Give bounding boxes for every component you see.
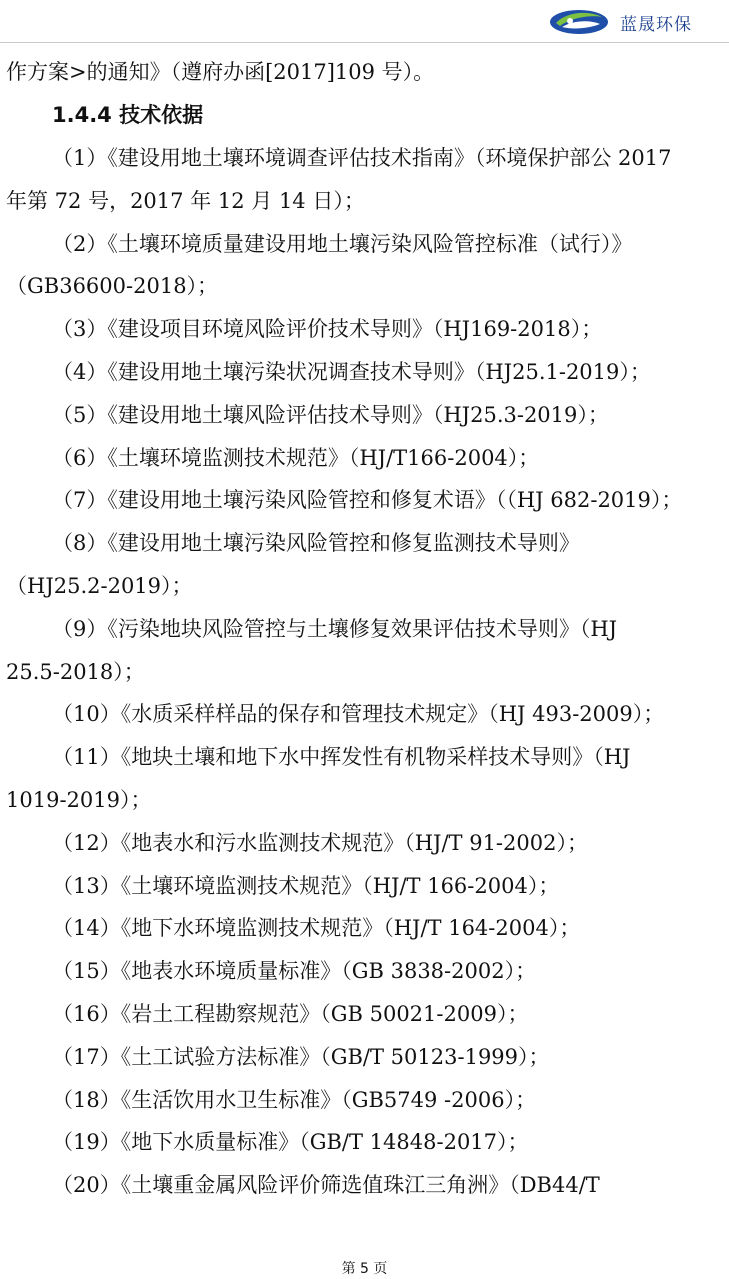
reference-item: （20）《土壤重金属风险评价筛选值珠江三角洲》（DB44/T xyxy=(52,1173,600,1197)
reference-item: （13）《土壤环境监测技术规范》（HJ/T 166-2004）； xyxy=(52,874,560,898)
reference-item: （4）《建设用地土壤污染状况调查技术导则》（HJ25.1-2019）； xyxy=(52,360,651,384)
reference-item: （15）《地表水环境质量标准》（GB 3838-2002）； xyxy=(52,959,537,983)
reference-item: （9）《污染地块风险管控与土壤修复效果评估技术导则》（HJ xyxy=(52,617,618,641)
reference-item: （5）《建设用地土壤风险评估技术导则》（HJ25.3-2019）； xyxy=(52,403,609,427)
reference-item-continuation: 25.5-2018）； xyxy=(6,660,145,684)
reference-item-continuation: 年第 72 号，2017 年 12 月 14 日）； xyxy=(6,189,365,213)
brand-name: 蓝晟环保 xyxy=(620,15,692,35)
reference-item: （6）《土壤环境监测技术规范》（HJ/T166-2004）； xyxy=(52,446,540,470)
reference-item-continuation: 1019-2019）； xyxy=(6,788,152,812)
page-number: 第 5 页 xyxy=(341,1261,388,1277)
reference-item: （1）《建设用地土壤环境调查评估技术指南》（环境保护部公 2017 xyxy=(52,146,672,170)
reference-item: （11）《地块土壤和地下水中挥发性有机物采样技术导则》（HJ xyxy=(52,745,631,769)
company-logo-icon xyxy=(548,6,610,36)
reference-item: （14）《地下水环境监测技术规范》（HJ/T 164-2004）； xyxy=(52,916,581,940)
reference-item-continuation: （HJ25.2-2019）； xyxy=(6,574,193,598)
section-heading: 1.4.4 技术依据 xyxy=(52,103,204,127)
reference-item: （12）《地表水和污水监测技术规范》（HJ/T 91-2002）； xyxy=(52,831,588,855)
reference-item: （2）《土壤环境质量建设用地土壤污染风险管控标准（试行）》 xyxy=(52,232,633,256)
page-header xyxy=(0,0,729,44)
reference-item: （8）《建设用地土壤污染风险管控和修复监测技术导则》 xyxy=(52,531,580,555)
reference-item: （19）《地下水质量标准》（GB/T 14848-2017）； xyxy=(52,1130,529,1154)
reference-item: （10）《水质采样样品的保存和管理技术规定》（HJ 493-2009）； xyxy=(52,702,665,726)
reference-item: （17）《土工试验方法标准》（GB/T 50123-1999）； xyxy=(52,1045,550,1069)
reference-item-continuation: （GB36600-2018）； xyxy=(6,274,219,298)
reference-item: （16）《岩土工程勘察规范》（GB 50021-2009）； xyxy=(52,1002,529,1026)
header-divider xyxy=(0,42,729,43)
reference-item: （3）《建设项目环境风险评价技术导则》（HJ169-2018）； xyxy=(52,317,603,341)
reference-item: （7）《建设用地土壤污染风险管控和修复术语》（（HJ 682-2019）； xyxy=(52,488,683,512)
reference-item: （18）《生活饮用水卫生标准》（GB5749 -2006）； xyxy=(52,1088,537,1112)
continuation-text: 作方案>的通知》（遵府办函[2017]109 号）。 xyxy=(6,60,435,84)
